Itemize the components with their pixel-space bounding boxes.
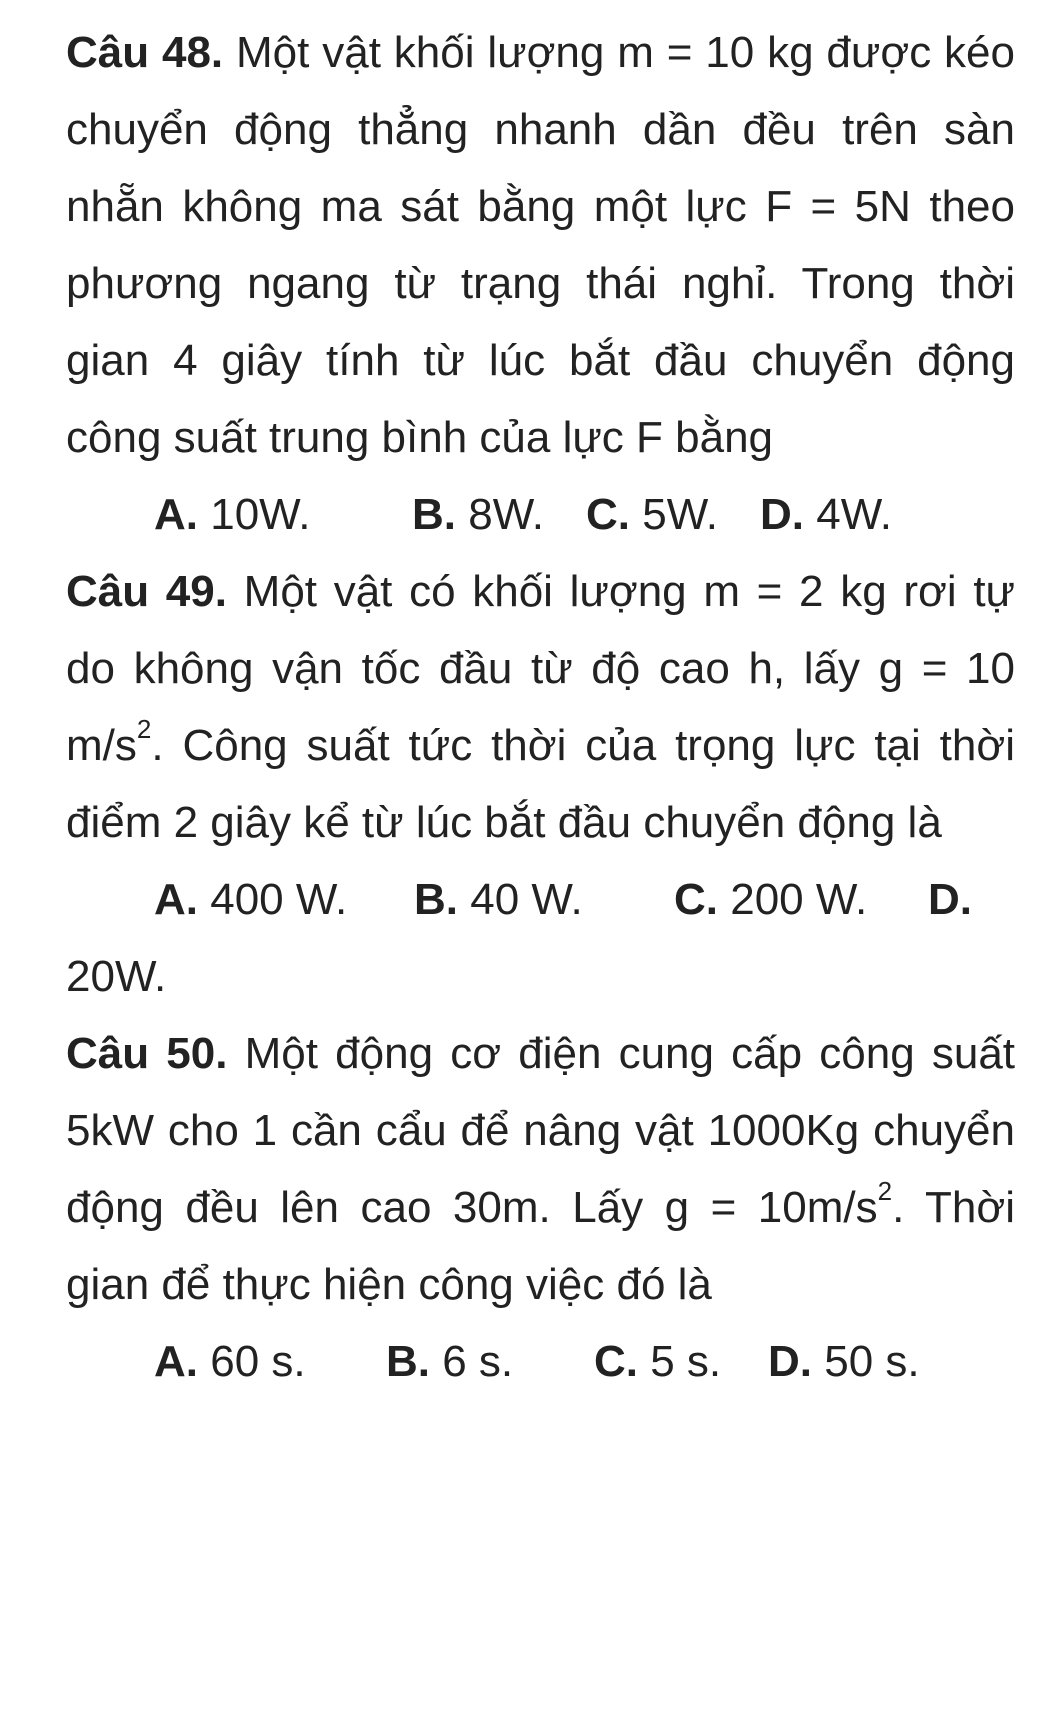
question-stem — [66, 553, 1015, 861]
option-text: 5 s. — [638, 1337, 722, 1386]
option-a — [154, 861, 414, 938]
option-letter: D. — [760, 490, 804, 539]
superscript: 2 — [136, 714, 152, 744]
answer-options — [154, 861, 1015, 938]
question-stem — [66, 14, 1015, 476]
option-text: 10W. — [198, 490, 311, 539]
superscript: 2 — [877, 1176, 893, 1206]
option-c — [674, 861, 928, 938]
option-text: 400 W. — [198, 875, 348, 924]
question-text-continued: . Thời gian để thực hiện công việc đó là — [66, 1183, 1015, 1309]
question-text: Một động cơ điện cung cấp công suất 5kW cho 1 cần cẩu để nâng vật 1000Kg chuyển động đều lên cao 30m. Lấy g = 10m/s — [66, 1029, 1016, 1232]
option-a — [154, 1323, 386, 1400]
question-number: Câu 48. — [66, 28, 224, 77]
option-text: 8W. — [456, 490, 545, 539]
option-text: 5W. — [630, 490, 719, 539]
option-letter: C. — [594, 1337, 638, 1386]
question-text: Một vật có khối lượng m = 2 kg rơi tự do không vận tốc đầu từ độ cao h, lấy g = 10 m/s — [66, 567, 1016, 770]
option-c — [586, 476, 760, 553]
option-text: 4W. — [804, 490, 893, 539]
option-c — [594, 1323, 768, 1400]
answer-options — [154, 1323, 1015, 1400]
question-49 — [66, 553, 1015, 1015]
question-number: Câu 49. — [66, 567, 227, 616]
option-d — [760, 476, 892, 553]
option-b — [414, 861, 674, 938]
option-d-wrapped-text: 20W. — [66, 952, 167, 1001]
question-50 — [66, 1015, 1015, 1400]
option-text: 6 s. — [430, 1337, 514, 1386]
question-48 — [66, 14, 1015, 553]
option-text: 200 W. — [718, 875, 868, 924]
option-letter: C. — [674, 875, 718, 924]
option-b — [412, 476, 586, 553]
option-text: 50 s. — [812, 1337, 920, 1386]
question-text: Một vật khối lượng m = 10 kg được kéo chuyển động thẳng nhanh dần đều trên sàn nhẵn không ma sát bằng một lực F = 5N theo phương ngang từ trạng thái nghỉ. Trong thời gian 4 giây tính từ lúc bắt đầu chuyển động công suất trung bình của lực F bằng — [66, 28, 1016, 462]
option-letter: A. — [154, 875, 198, 924]
question-text-continued: . Công suất tức thời của trọng lực tại thời điểm 2 giây kể từ lúc bắt đầu chuyển động là — [66, 721, 1015, 847]
option-letter: B. — [414, 875, 458, 924]
option-d — [768, 1323, 920, 1400]
option-b — [386, 1323, 594, 1400]
option-text: 60 s. — [198, 1337, 306, 1386]
option-letter: D. — [928, 875, 972, 924]
option-letter: D. — [768, 1337, 812, 1386]
question-number: Câu 50. — [66, 1029, 228, 1078]
option-letter: A. — [154, 1337, 198, 1386]
option-letter: A. — [154, 490, 198, 539]
option-text: 40 W. — [458, 875, 583, 924]
question-stem — [66, 1015, 1015, 1323]
option-letter: B. — [412, 490, 456, 539]
option-a — [154, 476, 412, 553]
option-letter: B. — [386, 1337, 430, 1386]
option-letter: C. — [586, 490, 630, 539]
answer-options — [154, 476, 1015, 553]
option-d — [928, 861, 972, 938]
